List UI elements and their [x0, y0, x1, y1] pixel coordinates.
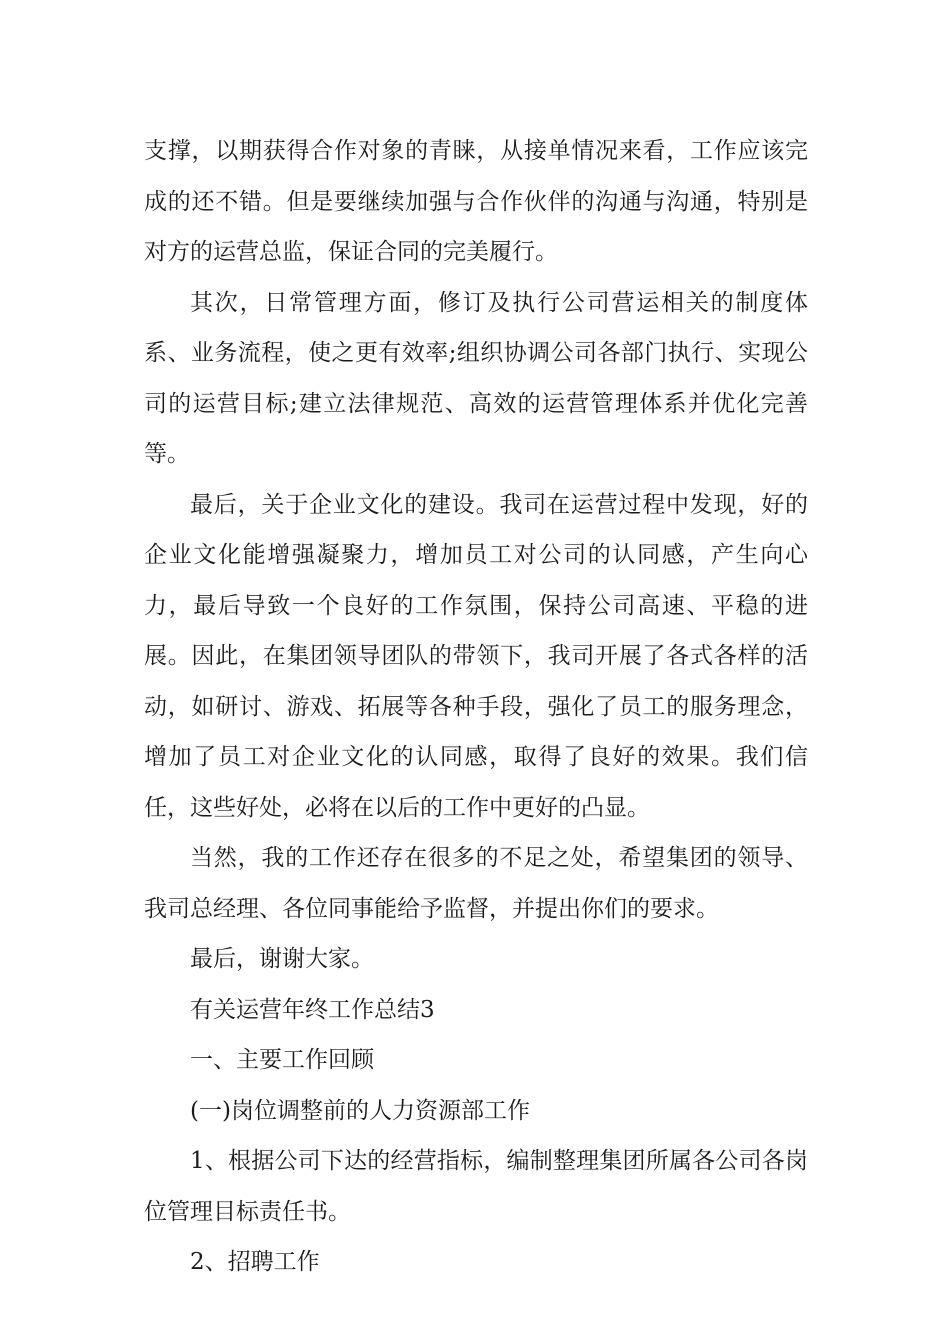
section-title: 有关运营年终工作总结3: [190, 996, 435, 1023]
paragraph-5: 最后，谢谢大家。: [190, 946, 374, 972]
document-page: [144, 126, 808, 1288]
subheading-hr-work: (一)岗位调整前的人力资源部工作: [190, 1097, 530, 1124]
paragraph-1: 支撑，以期获得合作对象的青睐，从接单情况来看，工作应该完成的还不错。但是要继续加强与合作伙伴的沟通与沟通，特别是对方的运营总监，保证合同的完美履行。: [144, 138, 808, 265]
paragraph-2: 其次，日常管理方面，修订及执行公司营运相关的制度体系、业务流程，使之更有效率;组织协调公司各部门执行、实现公司的运营目标;建立法律规范、高效的运营管理体系并优化完善等。: [144, 289, 808, 467]
paragraph-3: 最后，关于企业文化的建设。我司在运营过程中发现，好的企业文化能增强凝聚力，增加员工对公司的认同感，产生向心力，最后导致一个良好的工作氛围，保持公司高速、平稳的进展。因此，在集团领导团队的带领下，我司开展了各式各样的活动，如研讨、游戏、拓展等各种手段，强化了员工的服务理念，增加了员工对企业文化的认同感，取得了良好的效果。我们信任，这些好处，必将在以后的工作中更好的凸显。: [144, 491, 808, 821]
heading-main-review: 一、主要工作回顾: [190, 1047, 374, 1073]
list-item-2: 2、招聘工作: [190, 1249, 320, 1275]
list-item-1: 1、根据公司下达的经营指标，编制整理集团所属各公司各岗位管理目标责任书。: [144, 1148, 808, 1225]
paragraph-4: 当然，我的工作还存在很多的不足之处，希望集团的领导、我司总经理、各位同事能给予监督，并提出你们的要求。: [144, 845, 808, 922]
